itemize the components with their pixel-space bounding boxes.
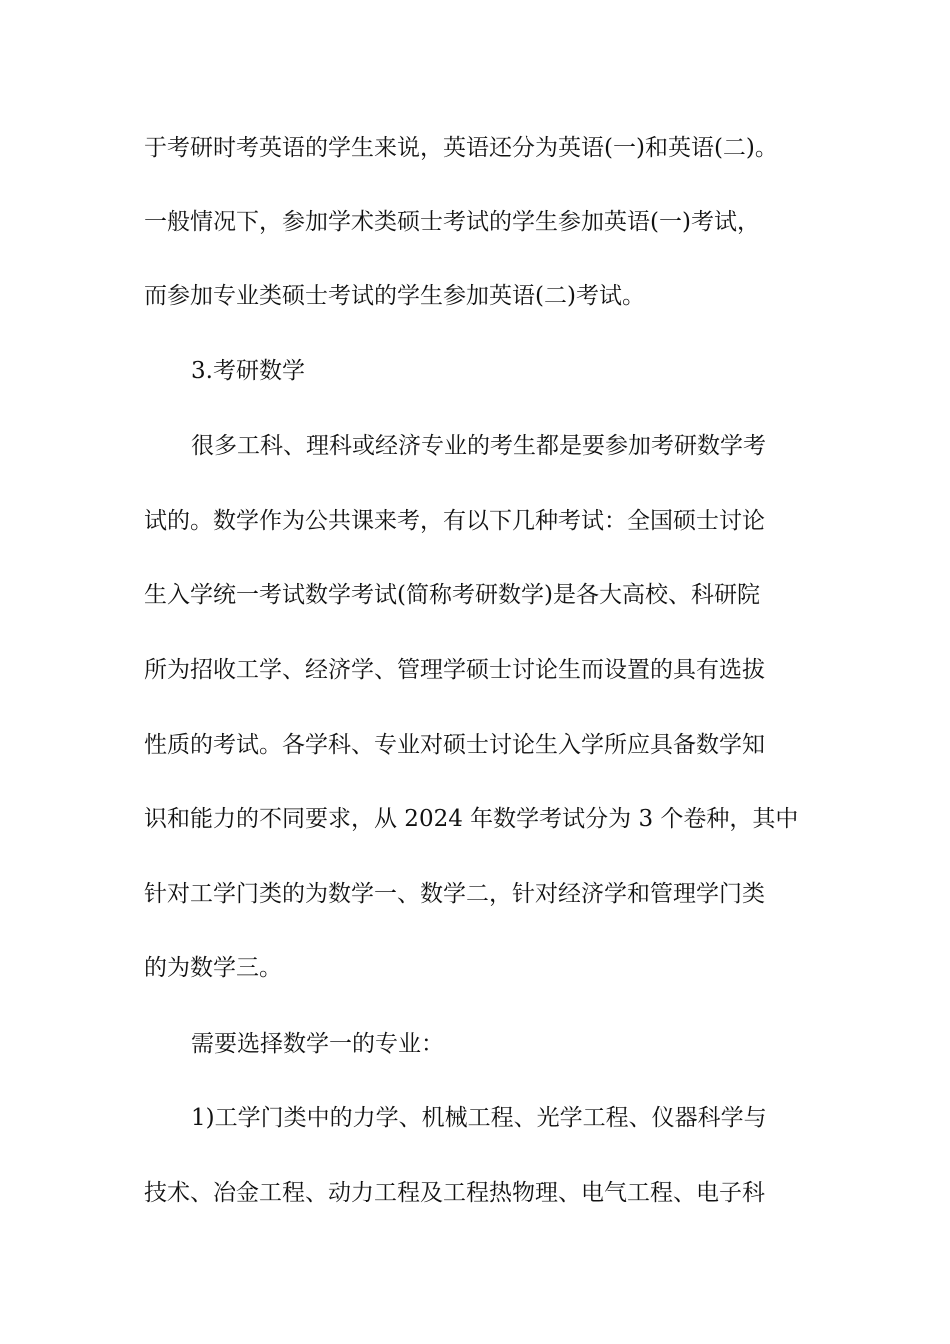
text-line: 而参加专业类硕士考试的学生参加英语(二)考试。	[144, 283, 645, 309]
text-line: 的为数学三。	[144, 955, 282, 981]
text-line: 试的。数学作为公共课来考，有以下几种考试：全国硕士讨论	[144, 508, 765, 534]
text-line: 识和能力的不同要求，从 2024 年数学考试分为 3 个卷种，其中	[144, 806, 799, 832]
text-line: 生入学统一考试数学考试(简称考研数学)是各大高校、科研院	[144, 582, 760, 608]
list-item: 1)工学门类中的力学、机械工程、光学工程、仪器科学与	[191, 1105, 767, 1131]
text-line: 于考研时考英语的学生来说，英语还分为英语(一)和英语(二)。	[144, 135, 778, 161]
text-line: 一般情况下，参加学术类硕士考试的学生参加英语(一)考试，	[144, 209, 760, 235]
text-line: 技术、冶金工程、动力工程及工程热物理、电气工程、电子科	[144, 1180, 765, 1206]
section-heading: 3.考研数学	[191, 358, 305, 384]
text-line: 针对工学门类的为数学一、数学二，针对经济学和管理学门类	[144, 881, 765, 907]
text-line: 所为招收工学、经济学、管理学硕士讨论生而设置的具有选拔	[144, 657, 765, 683]
text-line: 需要选择数学一的专业：	[191, 1031, 444, 1057]
text-line: 性质的考试。各学科、专业对硕士讨论生入学所应具备数学知	[144, 732, 765, 758]
text-line: 很多工科、理科或经济专业的考生都是要参加考研数学考	[191, 433, 766, 459]
